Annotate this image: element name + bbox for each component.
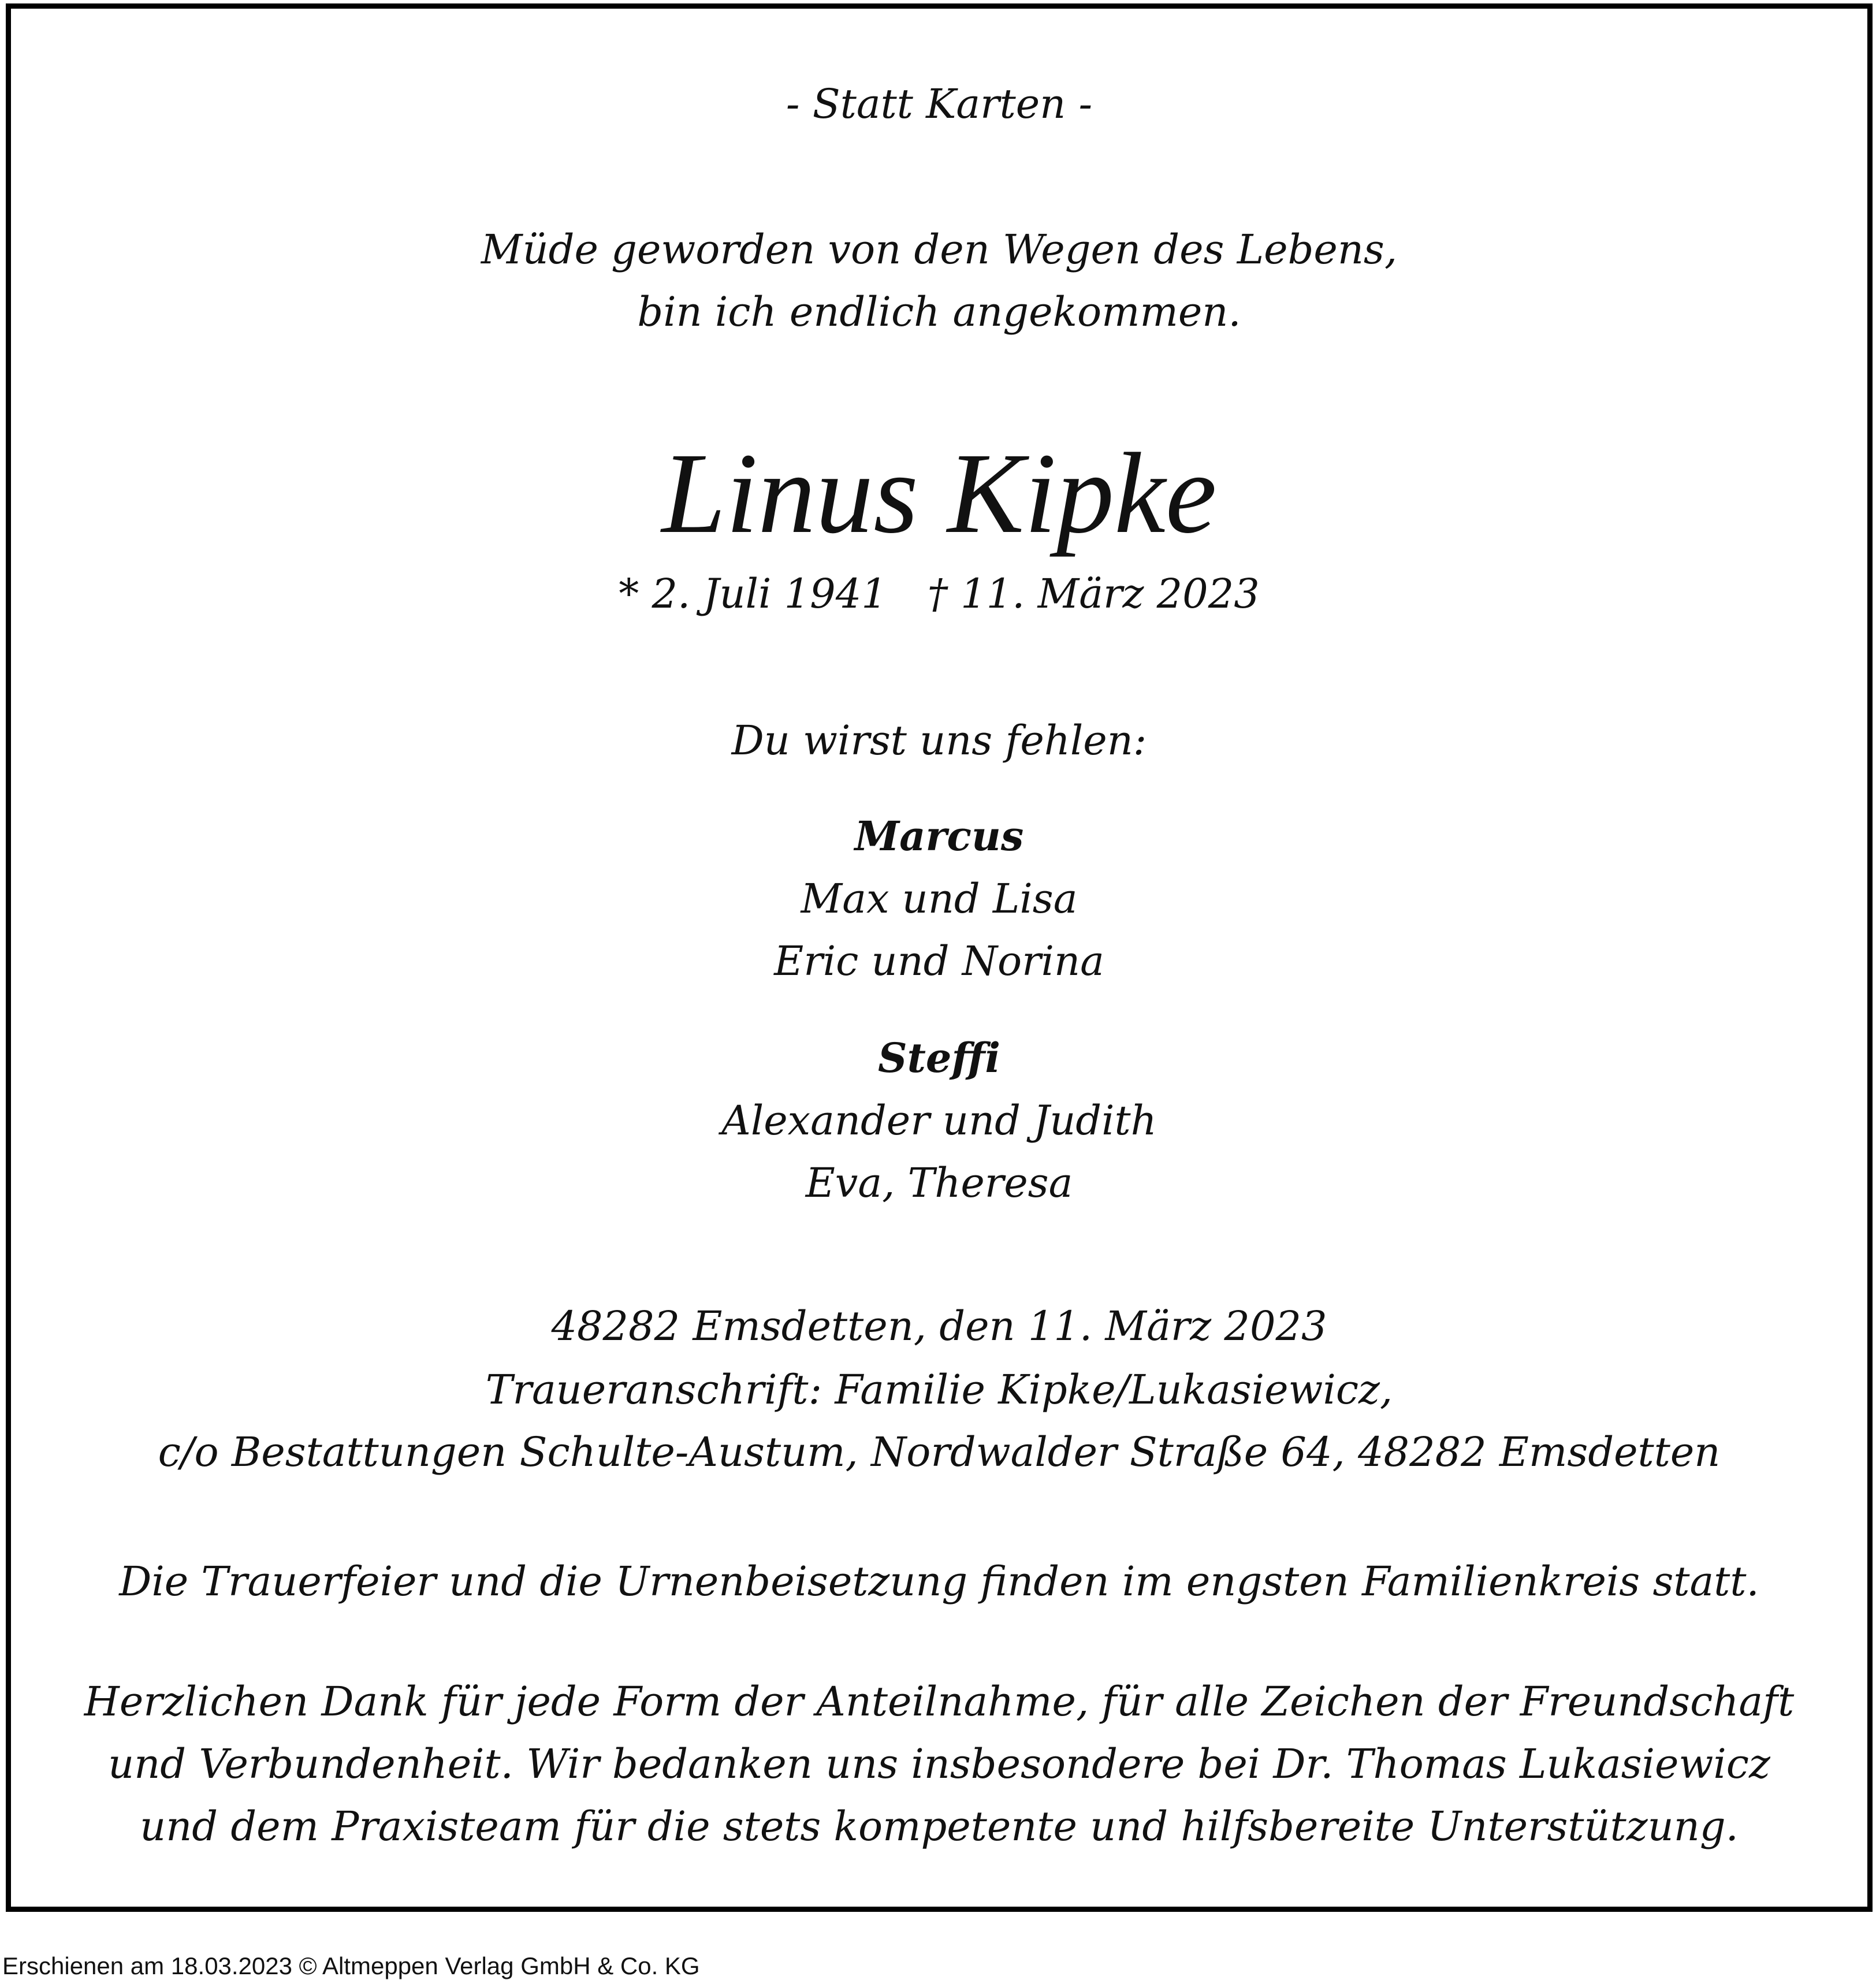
ceremony-text: Die Trauerfeier und die Urnenbeisetzung finden im engsten Familienkreis statt. [119,1558,1759,1605]
thanks-line-1: Herzlichen Dank für jede Form der Anteilnahme, für alle Zeichen der Freundschaft [84,1678,1795,1725]
quote-line-2: bin ich endlich angekommen. [637,288,1241,336]
address-line-2: Traueranschrift: Familie Kipke/Lukasiewicz, [485,1366,1393,1413]
life-dates [11,570,1867,617]
family-head-1: Marcus [854,812,1024,860]
family-member-1-1: Max und Lisa [801,875,1078,922]
birth-date: * 2. Juli 1941 [619,570,887,617]
publication-footer: Erschienen am 18.03.2023 © Altmeppen Verlag GmbH & Co. KG [2,1952,700,1979]
death-date: 11. März 2023 [961,570,1260,617]
quote-line-1: Müde geworden von den Wegen des Lebens, [481,226,1398,273]
family-head-2: Steffi [878,1034,1000,1082]
thanks-line-2: und Verbundenheit. Wir bedanken uns insbesondere bei Dr. Thomas Lukasiewicz [108,1740,1770,1788]
address-line-3: c/o Bestattungen Schulte-Austum, Nordwalder Straße 64, 48282 Emsdetten [158,1428,1721,1476]
cross-icon: † [927,570,948,617]
family-member-1-2: Eric und Norina [774,937,1104,985]
address-line-1: 48282 Emsdetten, den 11. März 2023 [551,1302,1327,1350]
notice-frame [6,3,1873,1912]
deceased-name: Linus Kipke [661,430,1217,557]
intro-text: Du wirst uns fehlen: [731,717,1147,764]
family-member-2-2: Eva, Theresa [805,1159,1073,1207]
thanks-line-3: und dem Praxisteam für die stets kompetente und hilfsbereite Unterstützung. [140,1803,1739,1850]
statt-karten: - Statt Karten - [786,80,1093,128]
family-member-2-1: Alexander und Judith [721,1097,1157,1144]
